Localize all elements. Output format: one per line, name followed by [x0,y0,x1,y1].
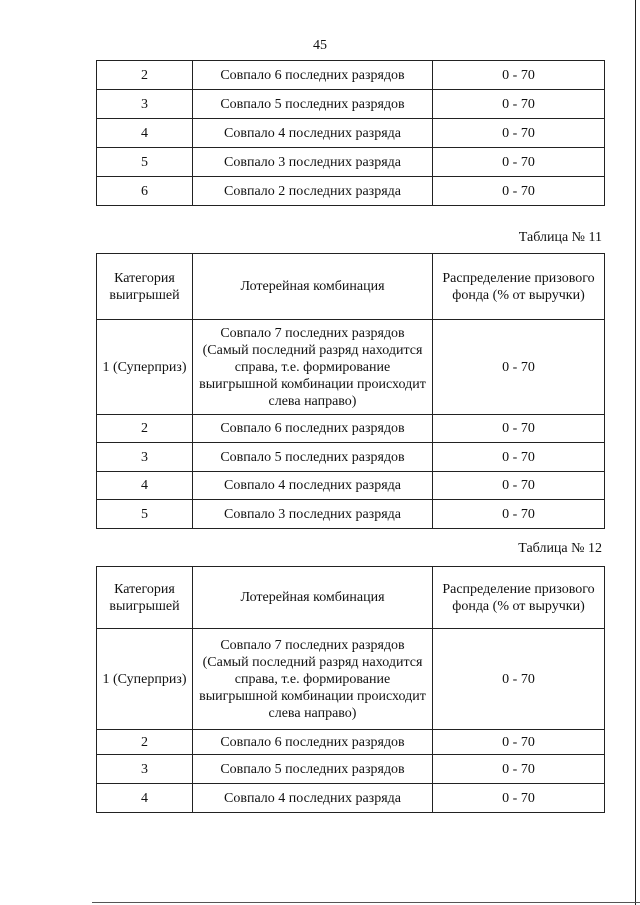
table-row [97,119,605,148]
table-11-caption: Таблица № 11 [518,230,602,245]
combination-cell: Совпало 7 последних разрядов (Самый последний разряд находится справа, т.е. формирование выигрышной комбинации происходит слева направо) [193,320,433,415]
distribution-cell: 0 - 70 [433,61,605,90]
page-number: 45 [313,38,327,53]
table-row [97,415,605,443]
table-12 [96,566,605,813]
category-cell: 5 [97,500,193,529]
category-cell: 1 (Суперприз) [97,320,193,415]
distribution-cell: 0 - 70 [433,320,605,415]
distribution-cell: 0 - 70 [433,500,605,529]
distribution-cell: 0 - 70 [433,90,605,119]
table-row [97,443,605,472]
header-category: Категория выигрышей [97,567,193,629]
combination-cell: Совпало 6 последних разрядов [193,730,433,755]
header-category: Категория выигрышей [97,254,193,320]
combination-cell: Совпало 6 последних разрядов [193,61,433,90]
scan-edge-right [635,0,636,905]
table-row [97,177,605,206]
combination-cell: Совпало 4 последних разряда [193,119,433,148]
table-row [97,730,605,755]
header-combination: Лотерейная комбинация [193,567,433,629]
category-cell: 6 [97,177,193,206]
category-cell: 1 (Суперприз) [97,629,193,730]
distribution-cell: 0 - 70 [433,119,605,148]
combination-cell: Совпало 5 последних разрядов [193,90,433,119]
category-cell: 2 [97,730,193,755]
table-row [97,90,605,119]
distribution-cell: 0 - 70 [433,148,605,177]
category-cell: 3 [97,443,193,472]
category-cell: 4 [97,119,193,148]
table-row [97,148,605,177]
table-continued [96,60,605,206]
combination-cell: Совпало 3 последних разряда [193,500,433,529]
distribution-cell: 0 - 70 [433,472,605,500]
table-row [97,755,605,784]
header-distribution: Распределение призового фонда (% от выручки) [433,254,605,320]
combination-cell: Совпало 4 последних разряда [193,472,433,500]
table-header-row [97,567,605,629]
distribution-cell: 0 - 70 [433,177,605,206]
distribution-cell: 0 - 70 [433,730,605,755]
category-cell: 5 [97,148,193,177]
distribution-cell: 0 - 70 [433,755,605,784]
distribution-cell: 0 - 70 [433,784,605,813]
category-cell: 4 [97,472,193,500]
distribution-cell: 0 - 70 [433,415,605,443]
combination-cell: Совпало 2 последних разряда [193,177,433,206]
table-row [97,61,605,90]
combination-cell: Совпало 7 последних разрядов (Самый последний разряд находится справа, т.е. формирование выигрышной комбинации происходит слева направо) [193,629,433,730]
table-row [97,320,605,415]
combination-cell: Совпало 6 последних разрядов [193,415,433,443]
distribution-cell: 0 - 70 [433,443,605,472]
category-cell: 2 [97,415,193,443]
combination-cell: Совпало 5 последних разрядов [193,443,433,472]
combination-cell: Совпало 4 последних разряда [193,784,433,813]
table-header-row [97,254,605,320]
category-cell: 4 [97,784,193,813]
category-cell: 3 [97,90,193,119]
table-row [97,500,605,529]
header-distribution: Распределение призового фонда (% от выручки) [433,567,605,629]
scan-edge-bottom [92,902,640,903]
category-cell: 3 [97,755,193,784]
header-combination: Лотерейная комбинация [193,254,433,320]
category-cell: 2 [97,61,193,90]
table-row [97,784,605,813]
table-11 [96,253,605,529]
table-row [97,472,605,500]
distribution-cell: 0 - 70 [433,629,605,730]
combination-cell: Совпало 3 последних разряда [193,148,433,177]
table-row [97,629,605,730]
combination-cell: Совпало 5 последних разрядов [193,755,433,784]
table-12-caption: Таблица № 12 [518,541,602,556]
